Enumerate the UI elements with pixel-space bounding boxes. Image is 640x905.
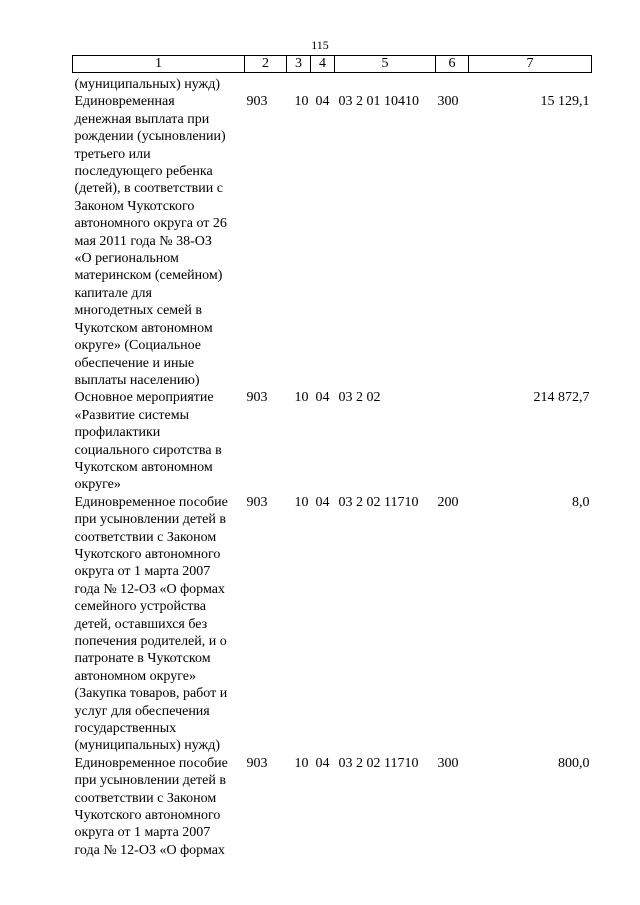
row-expense-type: 200 <box>437 494 459 510</box>
row-section-code: 10 <box>294 390 309 406</box>
row-expense-type: 300 <box>437 755 459 771</box>
table-row <box>73 755 592 859</box>
row-expense-type: 300 <box>437 94 459 110</box>
table-row <box>73 389 592 493</box>
row-target-code: 03 2 02 11710 <box>338 494 419 510</box>
row-name: Единовременное пособие при усыновлении детей в соответствии с Законом Чукотского автономного округа от 1 марта 2007 года № 12-ОЗ «О формах <box>74 755 228 858</box>
row-target-code: 03 2 02 <box>338 390 381 406</box>
page-number: 115 <box>311 38 329 52</box>
row-amount: 214 872,7 <box>533 390 590 406</box>
row-name: Единовременная денежная выплата при рождении (усыновлении) третьего или последующего ребенка (детей), в соответствии с Законом Чукотского автономного округа от 26 мая 2011 года № 38-ОЗ «О региональном материнском (семейном) капитале для многодетных семей в Чукотском автономном округе» (Социальное обеспечение и иные выплаты населению) <box>74 94 227 388</box>
budget-table <box>72 55 592 859</box>
header-col-2: 2 <box>245 56 287 73</box>
row-section-code: 10 <box>294 94 309 110</box>
table-row <box>73 494 592 755</box>
header-col-7: 7 <box>469 56 592 73</box>
table-header <box>73 56 592 73</box>
row-name: Основное мероприятие «Развитие системы профилактики социального сиротства в Чукотском автономном округе» <box>74 390 222 493</box>
row-ministry-code: 903 <box>246 494 268 510</box>
row-subsection-code: 04 <box>315 494 330 510</box>
row-target-code: 03 2 01 10410 <box>338 94 419 110</box>
header-col-6: 6 <box>436 56 469 73</box>
row-subsection-code: 04 <box>315 94 330 110</box>
header-col-1: 1 <box>73 56 245 73</box>
row-amount: 8,0 <box>572 494 590 510</box>
row-amount: 800,0 <box>558 755 590 771</box>
row-ministry-code: 903 <box>246 755 268 771</box>
continuation-row <box>73 73 592 94</box>
row-expense-type <box>436 389 469 493</box>
row-section-code: 10 <box>294 755 309 771</box>
row-target-code: 03 2 02 11710 <box>338 755 419 771</box>
row-subsection-code: 04 <box>315 755 330 771</box>
header-col-3: 3 <box>287 56 311 73</box>
row-amount: 15 129,1 <box>540 94 590 110</box>
continuation-text: (муниципальных) нужд) <box>74 77 221 92</box>
row-name: Единовременное пособие при усыновлении детей в соответствии с Законом Чукотского автономного округа от 1 марта 2007 года № 12-ОЗ «О формах семейного устройства детей, оставшихся без попечения родителей, и о патронате в Чукотском автономном округе» (Закупка товаров, работ и услуг для обеспечения государственных (муниципальных) нужд) <box>74 494 228 754</box>
header-col-5: 5 <box>335 56 436 73</box>
header-col-4: 4 <box>311 56 335 73</box>
row-section-code: 10 <box>294 494 309 510</box>
row-subsection-code: 04 <box>315 390 330 406</box>
row-ministry-code: 903 <box>246 390 268 406</box>
table-row <box>73 93 592 389</box>
row-ministry-code: 903 <box>246 94 268 110</box>
